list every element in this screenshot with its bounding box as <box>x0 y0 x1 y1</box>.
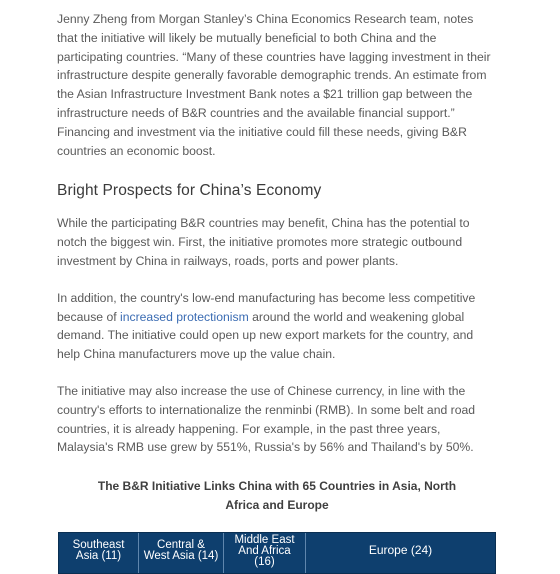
increased-protectionism-link[interactable]: increased protectionism <box>120 309 249 324</box>
region-central-west-asia <box>139 533 224 573</box>
paragraph-currency: The initiative may also increase the use of Chinese currency, in line with the country's efforts to internationalize the renminbi (RMB). In some belt and road countries, it is already happening. For example, in the past three years, Malaysia's RMB use grew by 551%, Russia's by 56% and Thailand's by 50%. <box>57 383 476 455</box>
region-table-header <box>58 532 496 574</box>
region-label: Europe (24) <box>368 543 433 557</box>
paragraph-manufacturing <box>57 289 497 364</box>
region-label: Central & West Asia (14) <box>143 539 219 562</box>
region-southeast-asia <box>59 533 139 573</box>
paragraph-investment-gap: Jenny Zheng from Morgan Stanley’s China Economics Research team, notes that the initiative will likely be mutually beneficial to both China and the participating countries. “Many of these countries have lagging investment in their infrastructure despite generally favorable demographic trends. An estimate from the Asian Infrastructure Investment Bank notes a $21 trillion gap between the infrastructure needs of B&R countries and the available financial support.” Financing and investment via the initiative could fill these needs, giving B&R countries an economic boost. <box>57 12 491 158</box>
paragraph-text: around the world and weakening global demand. The initiative could open up new export markets for the country, and help China manufacturers move up the value chain. <box>57 309 474 362</box>
region-europe <box>306 533 495 573</box>
section-heading: Bright Prospects for China’s Economy <box>57 182 322 200</box>
region-label: Middle East And Africa (16) <box>234 534 295 568</box>
figure-title: The B&R Initiative Links China with 65 Countries in Asia, North Africa and Europe <box>97 479 457 513</box>
region-middle-east-africa <box>224 533 306 573</box>
article-body <box>57 10 497 515</box>
paragraph-biggest-win: While the participating B&R countries may benefit, China has the potential to notch the biggest win. First, the initiative promotes more strategic outbound investment by China in railways, roads, ports and power plants. <box>57 216 470 268</box>
paragraph-text: In addition, the country's low-end manufacturing has become less competitive because of <box>57 290 476 324</box>
region-label: Southeast Asia (11) <box>72 539 125 562</box>
